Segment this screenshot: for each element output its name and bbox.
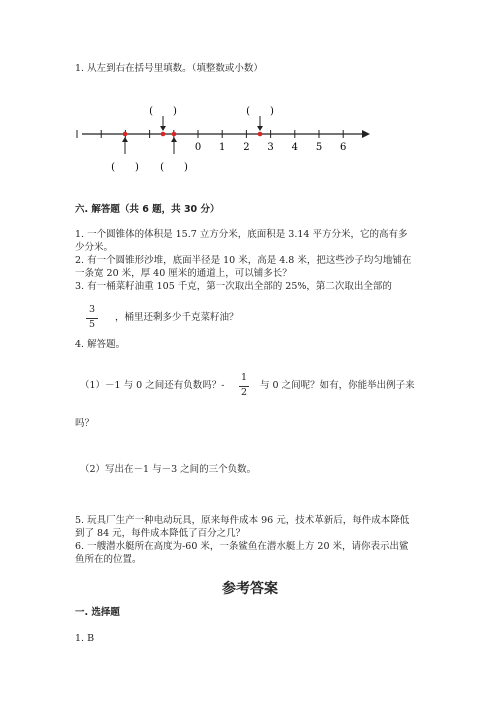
tick-label: 5	[315, 142, 323, 153]
tick-label: 2	[243, 142, 250, 153]
problem-line: 1. 一个圆锥体的体积是 15.7 立方分米，底面积是 3.14 平方分米，它的高有多	[75, 229, 408, 240]
problem-line: 2. 有一个圆锥形沙堆，底面半径是 10 米，高是 4.8 米，把这些沙子均匀地铺在	[75, 255, 412, 266]
tick-label: 0	[194, 142, 202, 153]
tick-label: 4	[291, 142, 298, 153]
answer-bracket: ( )	[246, 106, 274, 117]
fraction-denominator: 2	[240, 387, 248, 398]
problem-line: 4. 解答题。	[75, 339, 126, 350]
problem-line: 3. 有一桶菜籽油重 105 千克，第一次取出全部的 25%，第二次取出全部的	[75, 281, 392, 292]
problem-line: ，桶里还剩多少千克菜籽油？	[115, 312, 239, 323]
subquestion: （1）－1 与 0 之间还有负数吗？-	[80, 380, 225, 391]
problem-line: 一条宽 20 米，厚 40 厘米的通道上，可以铺多长？	[75, 268, 292, 279]
arrow-down-icon	[160, 126, 166, 131]
fraction-denominator: 5	[88, 319, 96, 330]
answers-section-heading: 一. 选择题	[75, 607, 120, 618]
problem-line: 少分米。	[75, 242, 114, 253]
fraction-numerator: 3	[88, 304, 96, 315]
number-line	[0, 100, 500, 190]
section-6-heading: 六. 解答题（共 6 题，共 30 分）	[75, 204, 220, 215]
red-point	[161, 132, 166, 137]
problem-line: 6. 一艘潜水艇所在高度为-60 米，一条鲨鱼在潜水艇上方 20 米，请你表示出鲨	[75, 541, 409, 552]
arrow-head-icon	[362, 130, 370, 138]
subquestion: 与 0 之间呢？如有，你能举出例子来	[260, 380, 415, 391]
red-point	[172, 132, 177, 137]
arrow-up-icon	[171, 137, 177, 142]
tick-label: 3	[267, 142, 274, 153]
problem-line: 鱼所在的位置。	[75, 554, 142, 565]
answer-bracket: ( )	[160, 162, 188, 173]
red-point	[123, 132, 128, 137]
arrow-up-icon	[122, 137, 128, 142]
answer-bracket: ( )	[149, 106, 177, 117]
tick-label: 6	[340, 142, 347, 153]
arrow-down-icon	[257, 126, 263, 131]
question-1: 1. 从左到右在括号里填数。（填整数或小数）	[75, 63, 263, 74]
answer-line: 1. B	[75, 633, 95, 644]
problem-line: 到了 84 元，每件成本降低了百分之几？	[75, 528, 246, 539]
subquestion: （2）写出在－1 与－3 之间的三个负数。	[80, 464, 257, 475]
fraction-numerator: 1	[240, 372, 248, 383]
subquestion: 吗？	[75, 418, 95, 429]
tick-label: 1	[219, 142, 226, 153]
answers-title: 参考答案	[222, 581, 278, 597]
problem-line: 5. 玩具厂生产一种电动玩具，原来每件成本 96 元，技术革新后，每件成本降低	[75, 515, 410, 526]
red-point	[258, 132, 263, 137]
answer-bracket: ( )	[111, 162, 139, 173]
